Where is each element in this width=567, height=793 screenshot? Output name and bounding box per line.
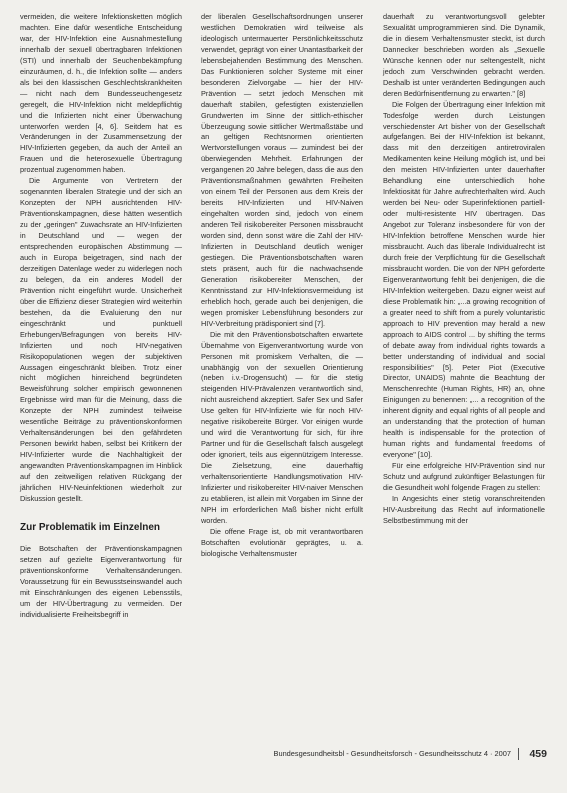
paragraph: Die Folgen der Übertragung einer Infektion mit Todesfolge werden durch Leistungen verschiedenster Art bisher von der Gesellschaft aufgefangen. Bei der HIV-Infektion ist bekannt, dass mit den derzeitigen antiretroviralen Medikamenten keine Heilung möglich ist, und bei den meisten HIV-Infizierten unter dauerhafter Behandlung eine unterschiedlich hohe Infektiosität für Jahre aufrechterhalten wird. Auch werden bei Neu- oder Superinfektionen partiell- oder multi-resistente HIV übertragen. Das Angebot zur Toleranz insbesondere für von der HIV-Infektion betroffene Menschen wurde hier missbraucht. Auch das liberale Individualrecht ist durch freie der Verpflichtung für die Gesellschaft missbraucht worden. Die von der NPH geforderte Eigenverantwortung fehlt bei denjenigen, die die HIV-Infektion weitergeben. Dazu eigner weist auf diese Problematik hin: „...a growing recognition of a greater need to shift from a purely voluntaristic approach to HIV prevention may herald a new approach to AIDS control ... by shifting the terms of debate away from individual rights towards a better understanding of individual and social responsibilities" [5]. Peter Piot (Executive Director, UNAIDS) mahnte die Beachtung der Menschenrechte (Human Rights, HR) an, ohne Einigungen zu benennen: „... a recognition of the inherent dignity and equal rights of all people and an understanding that the protection of human health is indispensable for the protection of human rights and fundamental freedoms of everyone" [10]. [383,99,545,460]
page-number: 459 [529,748,547,760]
section-heading: Zur Problematik im Einzelnen [20,521,161,533]
paragraph: Für eine erfolgreiche HIV-Prävention sind nur Schutz und aufgrund zukünftiger Belastungen für die Gesundheit wohl folgende Fragen zu stellen: [383,461,545,492]
page-footer [273,747,547,761]
paragraph: Die Argumente von Vertretern der sogenannten liberalen Strategie und der sich an Konzepten der NPH ausrichtenden HIV-Präventionskampagnen, diese hätten wesentlich zu der „geringen" Zuwachsrate an HIV-Infizierten in Deutschland und — wegen der entsprechenden europäischen Abstimmung — auch in Europa beigetragen, sind nach der derzeitigen Datenlage weder zu widerlegen noch zu belegen, da ein anderes Modell der Prävention nicht eingeführt wurde. Unsicherheit über die Effizienz dieser Strategien wird weiterhin bestehen, da die Evaluierung den nur eingeschränkt und punktuell Erhebungen/Befragungen von bereits HIV-Infizierten und noch HIV-negativen Risikopopulationen wegen der subjektiven Aussagen eingeschränkt bleiben. Trotz einer nicht möglichen hinreichend begründeten Beweisführung solcher empirisch gewonnenen Ergebnisse wird man für die Meinung, dass die Konzepte der NPH zumindest teilweise wesentliche Beiträge zu präventionskonformen Verhaltensänderungen bei den gefährdeten Personen bewirkt haben, selbst bei Kritikern der HIV-Infizierter wurde die Nachhaltigkeit der angewandten Präventionskampagnen im Hinblick auf den zeitweiligen relativen Rückgang der jährlichen HIV-Neuinfektionen wiederholt zur Diskussion gestellt. [20,176,182,503]
paragraph: vermeiden, die weitere Infektionsketten möglich machten. Eine dafür wesentliche Entscheidung war, der HIV-Infektion eine Ausnahmestellung innerhalb der sexuell übertragbaren Infektionen (STI) und innerhalb der Seuchenbekämpfung einzuräumen, d. h., die Infektion sollte — anders als bei den klassischen Geschlechtskrankheiten — nicht nach dem Bundesseuchengesetz geregelt, die HIV-Infektion nicht meldepflichtig und die Infizierten nicht einer Überwachung unterworfen werden [4, 6]. Seitdem hat es Veränderungen in der Zusammensetzung der HIV-Infizierten gegeben, da auch der Anteil an Frauen und die heterosexuelle Übertragung prozentual zugenommen haben. [20,12,182,175]
text-column-3 [383,12,545,527]
paragraph: In Angesichts einer stetig voranschreitenden HIV-Ausbreitung das Recht auf informationelle Selbstbestimmung mit der [383,493,545,525]
paragraph: Die offene Frage ist, ob mit verantwortbaren Botschaften evolutionär geprägtes, u. a. biologische Verhaltensmuster [201,526,363,558]
text-column-2 [201,12,363,560]
paragraph: Die Botschaften der Präventionskampagnen setzen auf gezielte Eigenverantwortung für präventionskonforme Verhaltensänderungen. Voraussetzung für ein Bewusstseinswandel auch mit Einschränkungen des eigenen Lebensstils, um der HIV-Übertragung zu vermeiden. Der individualisierte Freiheitsbegriff in [20,543,182,619]
paragraph: der liberalen Gesellschaftsordnungen unserer westlichen Demokratien wird teilweise als ideologisch untermauerter Persönlichkeitsschutz verwendet, geprägt von einer Unantastbarkeit der lebensbejahenden Bestimmung des Menschen. Das Funktionieren solcher Systeme mit einer besonderen Zielvorgabe — hier der HIV-Prävention — setzt jedoch Menschen mit dauerhaft stabilen, gefestigten existenziellen Grundwerten im Sinne der sittlich-ethischer Überzeugung sowie sittlicher Wertmaßstäbe und an geltigen Rechtsnormen orientierten Wertvorstellungen voraus — zumindest bei der überwiegenden Mehrheit. Erfahrungen der vergangenen 20 Jahre belegen, dass die aus den Präventionsmaßnahmen gewährten Freiheiten von einem Teil der Personen aus dem Kreis der bereits HIV-Infizierten und HIV-Naiven eingehalten worden sind, jedoch von einem anderen Teil risikobereiter Personen missbraucht worden sind, denn sonst wäre die Zahl der HIV-Infizierten in Deutschland deutlich weniger gestiegen. Die Präventionsbotschaften waren stets präsent, auch für die nachwachsende Generation risikobereiter Menschen, der Kenntnisstand zur HIV-Infektionsvermeidung ist erheblich hoch, gerade auch bei denjenigen, die wegen promisker Lebensführung besonders zur HIV-Verbreitung prädisponiert sind [7]. [201,12,363,328]
paragraph: Die mit den Präventionsbotschaften erwartete Übernahme von Eigenverantwortung wurde von Personen mit promiskem Verhalten, die — unabhängig von der sexuellen Orientierung (neben i.v.-Drogensucht) — für die stetig steigenden HIV-Prävalenzen verantwortlich sind, nicht ausreichend akzeptiert. Safer Sex und Safer Use gelten für HIV-Infizierte wie für noch HIV-negative risikobereite Bürger. Vor einigen wurde und wird die Verantwortung für sich, für ihre Partner und für die Gesellschaft falsch ausgelegt oder ignoriert, teils aus eigennützigem Interesse. Die Zielsetzung, eine dauerhaftig verhaltensorientierte Handlungsmotivation HIV-Infizierter und risikobereiter HIV-naiver Menschen zu etablieren, ist allein mit Vorgaben im Sinne der NPH im erforderlichen Maß bisher nicht erfüllt worden. [201,329,363,525]
text-column-1 [20,12,182,621]
footer-divider [518,748,519,760]
journal-citation: Bundesgesundheitsbl - Gesundheitsforsch - Gesundheitsschutz 4 · 2007 [273,749,511,758]
paragraph: dauerhaft zu verantwortungsvoll gelebter Sexualität umprogrammieren sind. Die Dynamik, die in diesem Verhaltensmuster steckt, ist durch Dannecker beschrieben worden als „Sexuelle Wünsche kennen oder nur seltengestellt, nicht jedoch zum Verschwinden gebracht werden. Deshalb ist unter veränderten Bedingungen auch deren Bedürfnisentfernung zu erwarten." [8] [383,12,545,98]
